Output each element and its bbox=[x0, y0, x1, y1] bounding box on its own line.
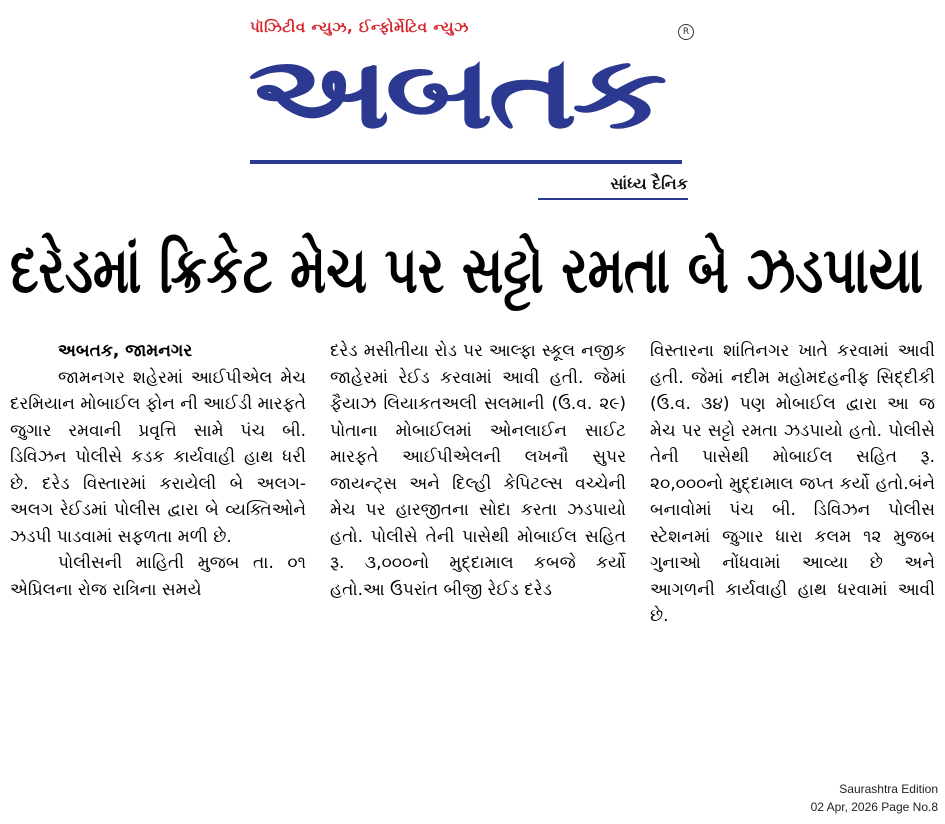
article-dateline: અબતક, જામનગર bbox=[58, 341, 193, 361]
article-column-2 bbox=[330, 338, 626, 603]
column-3-paragraph-1: વિસ્તારના શાંતિનગર ખાતે કરવામાં આવી હતી. જેમાં નદીમ મહોમદહનીફ સિદ્દીકી (ઉ.વ. ૩૪) પણ મોબાઈલ દ્વારા આ જ મેચ પર સટ્ટો રમતા ઝડપાયો હતો. પોલીસે તેની પાસેથી મોબાઈલ સહિત રૂ. ૨૦,૦૦૦નો મુદ્દામાલ જપ્ત કર્યો હતો.બંને બનાવોમાં પંચ બી. ડિવિઝન પોલીસ સ્ટેશનમાં જુગાર ધારા કલમ ૧૨ મુજબ ગુનાઓ નોંધવામાં આવ્યા છે અને આગળની કાર્યવાહી હાથ ધરવામાં આવી છે. bbox=[650, 341, 935, 626]
column-1-paragraph-2: પોલીસની માહિતી મુજબ તા. ૦૧ એપ્રિલના રોજ રાત્રિના સમયે bbox=[10, 553, 306, 600]
edition-info bbox=[760, 780, 938, 816]
newspaper-logo: અબતક bbox=[248, 34, 663, 151]
logo-rule bbox=[250, 160, 682, 164]
article-column-1 bbox=[10, 338, 306, 603]
registered-mark-icon: R bbox=[678, 24, 694, 40]
masthead-tagline: પૉઝિટીવ ન્યુઝ, ઈન્ફોર્મેટિવ ન્યુઝ bbox=[250, 18, 469, 36]
edition-date-page: 02 Apr, 2026 Page No.8 bbox=[810, 800, 938, 814]
masthead-subbrand: સાંધ્ય દૈનિક bbox=[610, 174, 688, 193]
edition-name: Saurashtra Edition bbox=[839, 782, 938, 796]
article-headline: દરેડમાં ક્રિકેટ મેચ પર સટ્ટો રમતા બે ઝડપાયા bbox=[10, 234, 924, 309]
subbrand-rule bbox=[538, 198, 688, 200]
article-column-3 bbox=[650, 338, 935, 630]
masthead bbox=[0, 0, 945, 210]
column-2-paragraph-1: દરેડ મસીતીયા રોડ પર આલ્ફા સ્કૂલ નજીક જાહેરમાં રેઈડ કરવામાં આવી હતી. જેમાં ફૈયાઝ લિયાકતઅલી સલમાની (ઉ.વ. ૨૯) પોતાના મોબાઈલમાં ઓનલાઈન સાઈટ મારફતે આઈપીએલની લખનૌ સુપર જાયન્ટ્સ અને દિલ્હી કેપિટલ્સ વચ્ચેની મેચ પર હારજીતના સોદા કરતા ઝડપાયો હતો. પોલીસે તેની પાસેથી મોબાઈલ સહિત રૂ. ૩,૦૦૦નો મુદ્દામાલ કબજે કર્યો હતો.આ ઉપરાંત બીજી રેઈડ દરેડ bbox=[330, 341, 626, 600]
column-1-paragraph-1: જામનગર શહેરમાં આઈપીએલ મેચ દરમિયાન મોબાઈલ ફોન ની આઈડી મારફતે જુગાર રમવાની પ્રવૃત્તિ સામે પંચ બી. ડિવિઝન પોલીસે કડક કાર્યવાહી હાથ ધરી છે. દરેડ વિસ્તારમાં કરાયેલી બે અલગ-અલગ રેઈડમાં પોલીસ દ્વારા બે વ્યક્તિઓને ઝડપી પાડવામાં સફળતા મળી છે. bbox=[10, 367, 306, 547]
